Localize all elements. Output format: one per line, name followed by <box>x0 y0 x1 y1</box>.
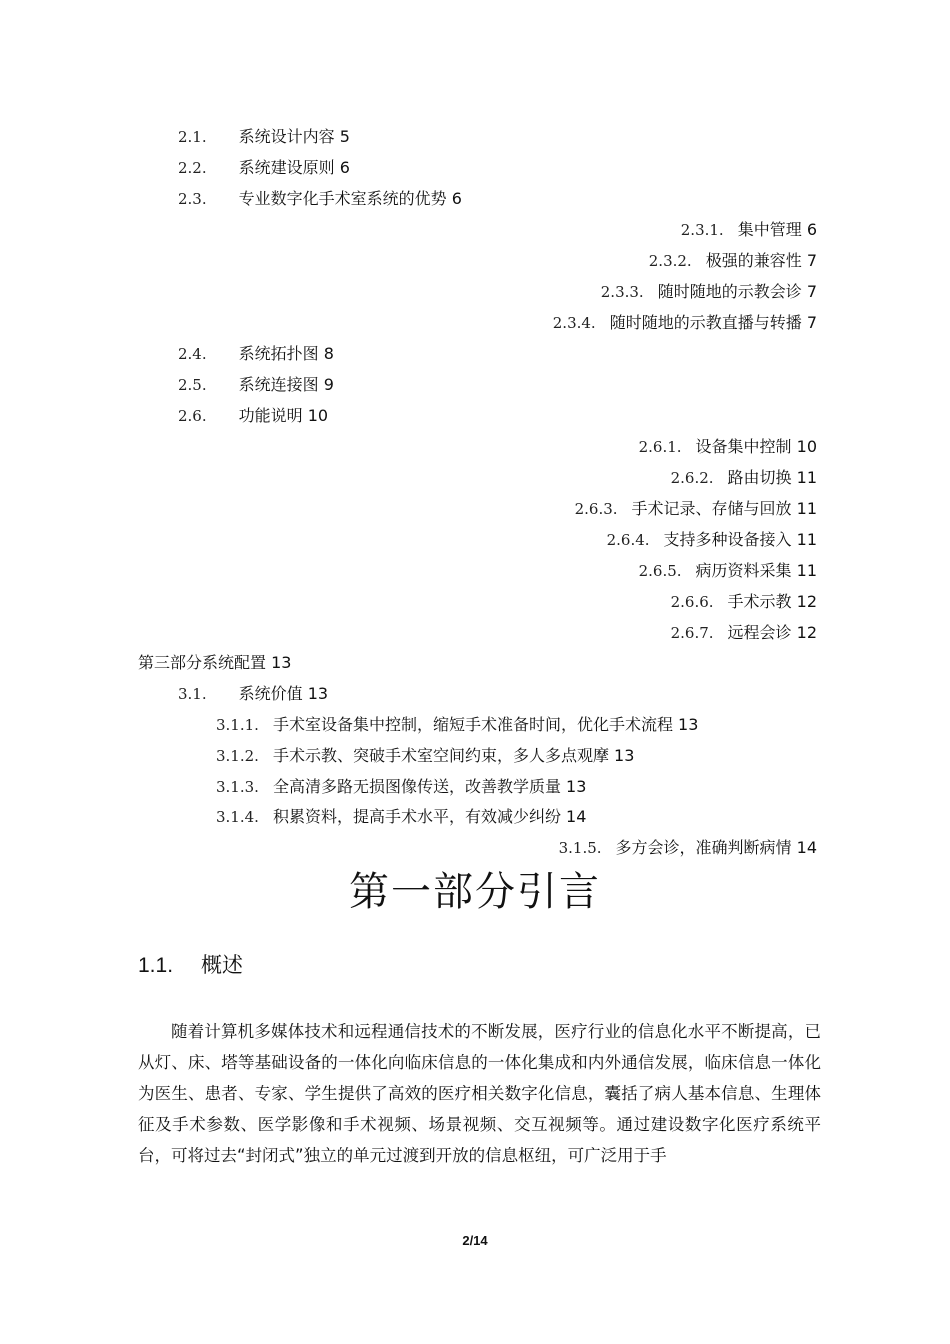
section-number: 1.1. <box>138 954 174 977</box>
toc-entry[interactable] <box>178 683 328 705</box>
toc-page: 6 <box>451 189 462 208</box>
toc-title: 路由切换 <box>727 468 792 487</box>
toc-page: 11 <box>796 499 817 518</box>
toc-entry[interactable] <box>671 622 817 644</box>
toc-title: 手术记录、存储与回放 <box>631 499 792 518</box>
toc-title: 集中管理 <box>737 220 802 239</box>
toc-title: 病历资料采集 <box>695 561 792 580</box>
toc-number: 3.1.4. <box>216 808 259 826</box>
toc-title: 系统价值 <box>238 684 303 703</box>
toc-entry[interactable] <box>178 405 328 427</box>
toc-number: 2.3.2. <box>648 252 692 270</box>
toc-title: 极强的兼容性 <box>705 251 802 270</box>
toc-number: 2.3.3. <box>600 283 644 301</box>
toc-page: 12 <box>796 592 817 611</box>
toc-entry[interactable] <box>671 591 817 613</box>
toc-entry[interactable] <box>216 806 586 828</box>
toc-title: 系统设计内容 <box>238 127 335 146</box>
toc-title: 多方会诊，准确判断病情 <box>615 838 792 857</box>
toc-entry[interactable] <box>639 436 817 458</box>
toc-number: 2.6.7. <box>670 624 714 642</box>
toc-entry[interactable] <box>216 714 698 736</box>
toc-title: 系统建设原则 <box>238 158 335 177</box>
toc-number: 3.1.3. <box>216 778 259 796</box>
toc-title: 全高清多路无损图像传送，改善教学质量 <box>272 777 561 796</box>
toc-title: 手术室设备集中控制，缩短手术准备时间，优化手术流程 <box>272 715 673 734</box>
toc-title: 功能说明 <box>238 406 303 425</box>
toc-number: 2.6. <box>178 407 207 425</box>
toc-title: 随时随地的示教直播与转播 <box>609 313 802 332</box>
part-title: 第一部分引言 <box>349 869 601 915</box>
toc-entry[interactable] <box>178 188 462 210</box>
toc-number: 2.3. <box>178 190 207 208</box>
toc-number: 2.6.2. <box>670 469 714 487</box>
toc-entry[interactable] <box>639 560 817 582</box>
toc-title: 第三部分系统配置 <box>138 653 267 672</box>
toc-number: 2.3.4. <box>552 314 596 332</box>
toc-page: 6 <box>339 158 350 177</box>
section-title: 概述 <box>201 953 244 977</box>
toc-title: 设备集中控制 <box>695 437 792 456</box>
toc-entry[interactable] <box>607 529 817 551</box>
toc-page: 5 <box>339 127 350 146</box>
toc-number: 2.5. <box>178 376 207 394</box>
toc-title: 手术示教、突破手术室空间约束，多人多点观摩 <box>272 746 609 765</box>
toc-page: 9 <box>323 375 334 394</box>
toc-page: 10 <box>796 437 817 456</box>
toc-entry[interactable] <box>553 312 817 334</box>
page-number: 2/14 <box>462 1233 488 1248</box>
toc-title: 手术示教 <box>727 592 792 611</box>
toc-number: 2.6.3. <box>574 500 618 518</box>
toc-entry[interactable] <box>138 652 291 674</box>
toc-entry[interactable] <box>649 250 817 272</box>
toc-page: 13 <box>271 653 292 672</box>
toc-number: 3.1.1. <box>216 716 259 734</box>
toc-page: 10 <box>307 406 329 425</box>
toc-title: 支持多种设备接入 <box>663 530 792 549</box>
toc-page: 12 <box>796 623 817 642</box>
toc-page: 13 <box>566 777 587 796</box>
toc-entry[interactable] <box>178 374 334 396</box>
toc-entry[interactable] <box>178 157 350 179</box>
toc-page: 11 <box>796 561 817 580</box>
toc-title: 系统连接图 <box>238 375 319 394</box>
body-paragraph: 随着计算机多媒体技术和远程通信技术的不断发展，医疗行业的信息化水平不断提高，已从灯、床、塔等基础设备的一体化向临床信息的一体化集成和内外通信发展，临床信息一体化为医生、患者、专家、学生提供了高效的医疗相关数字化信息，囊括了病人基本信息、生理体征及手术参数、医学影像和手术视频、场景视频、交互视频等。通过建设数字化医疗系统平台，可将过去“封闭式”独立的单元过渡到开放的信息枢纽，可广泛用于手 <box>138 1022 821 1165</box>
toc-number: 2.2. <box>178 159 207 177</box>
toc-page: 14 <box>796 838 817 857</box>
toc-page: 7 <box>806 313 817 332</box>
toc-entry[interactable] <box>681 219 817 241</box>
section-heading <box>138 950 243 981</box>
toc-page: 11 <box>796 530 817 549</box>
toc-number: 2.6.5. <box>638 562 682 580</box>
toc-number: 3.1.5. <box>558 839 602 857</box>
toc-page: 13 <box>614 746 635 765</box>
toc-number: 2.3.1. <box>680 221 724 239</box>
toc-number: 2.4. <box>178 345 207 363</box>
toc-entry[interactable] <box>559 837 817 859</box>
toc-page: 6 <box>806 220 817 239</box>
toc-page: 7 <box>806 282 817 301</box>
toc-number: 2.6.4. <box>606 531 650 549</box>
toc-title: 专业数字化手术室系统的优势 <box>238 189 447 208</box>
toc-number: 2.6.1. <box>638 438 682 456</box>
toc-entry[interactable] <box>216 776 586 798</box>
toc-number: 3.1. <box>178 685 207 703</box>
toc-number: 2.1. <box>178 128 207 146</box>
toc-page: 13 <box>307 684 329 703</box>
toc-number: 2.6.6. <box>670 593 714 611</box>
toc-entry[interactable] <box>178 343 334 365</box>
toc-title: 远程会诊 <box>727 623 792 642</box>
toc-number: 3.1.2. <box>216 747 259 765</box>
toc-title: 随时随地的示教会诊 <box>657 282 802 301</box>
toc-entry[interactable] <box>671 467 817 489</box>
toc-page: 14 <box>566 807 587 826</box>
toc-title: 积累资料，提高手术水平，有效减少纠纷 <box>272 807 561 826</box>
toc-page: 13 <box>678 715 699 734</box>
toc-page: 11 <box>796 468 817 487</box>
toc-page: 8 <box>323 344 334 363</box>
toc-entry[interactable] <box>575 498 817 520</box>
toc-entry[interactable] <box>178 126 350 148</box>
toc-title: 系统拓扑图 <box>238 344 319 363</box>
toc-entry[interactable] <box>216 745 634 767</box>
toc-entry[interactable] <box>601 281 817 303</box>
toc-page: 7 <box>806 251 817 270</box>
